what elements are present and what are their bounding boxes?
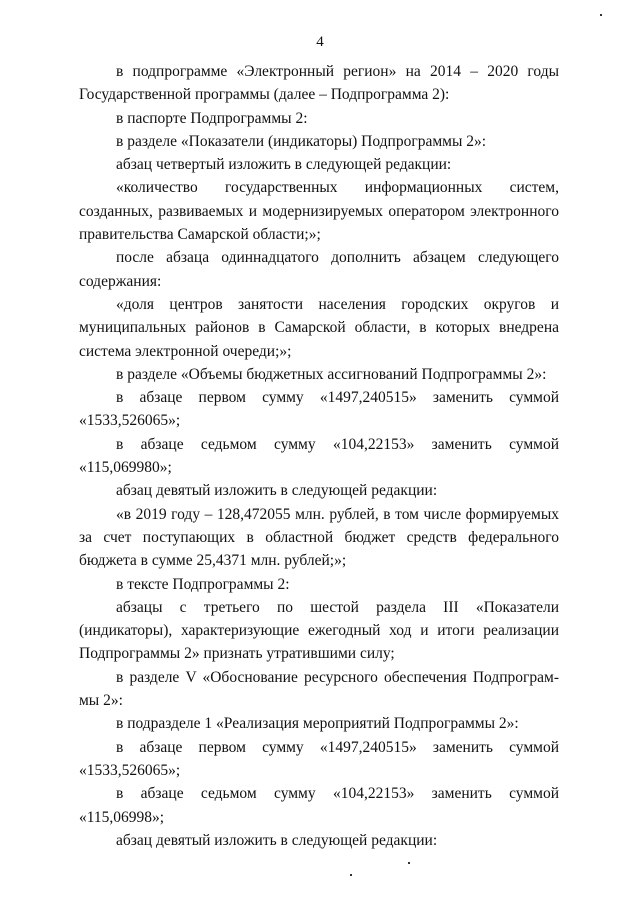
paragraph: в разделе «Объемы бюджетных ассигнований Подпрограммы 2»: [116, 365, 547, 383]
paragraph: после абзаца одиннадцатого дополнить абзацем следующего содержания: [79, 249, 559, 290]
paragraph: «доля центров занятости населения городских округов и муниципальных районов в Самарской области, в которых внедрена система электронной очереди;»; [79, 295, 559, 360]
paragraph: в разделе V «Обоснование ресурсного обеспечения Подпрограммы 2»: [79, 668, 559, 710]
paragraph: в подразделе 1 «Реализация мероприятий Подпрограммы 2»: [116, 715, 519, 733]
paragraph: в паспорте Подпрограммы 2: [116, 109, 308, 127]
paragraph: абзацы с третьего по шестой раздела III «Показатели (индикаторы), характеризующие ежегодный ход и итоги реализации Подпрограммы 2» признать утратившими силу; [79, 598, 559, 663]
scan-speck [408, 862, 410, 864]
scan-speck [350, 874, 352, 876]
paragraph: в тексте Подпрограммы 2: [116, 575, 290, 593]
paragraph: в абзаце первом сумму «1497,240515» заменить суммой «1533,526065»; [79, 738, 559, 779]
document-body [79, 60, 559, 852]
paragraph: «количество государственных информационных систем, созданных, развиваемых и модернизируемых оператором электронного правительства Самарской области;»; [79, 179, 559, 244]
paragraph: абзац девятый изложить в следующей редакции: [116, 482, 438, 500]
paragraph: в абзаце седьмом сумму «104,22153» заменить суммой «115,069980»; [79, 435, 559, 477]
paragraph: в абзаце первом сумму «1497,240515» заменить суммой «1533,526065»; [79, 389, 559, 430]
scan-speck [600, 14, 602, 16]
paragraph: в разделе «Показатели (индикаторы) Подпрограммы 2»: [116, 132, 487, 150]
paragraph: абзац четвертый изложить в следующей редакции: [116, 156, 452, 174]
page-number: 4 [316, 34, 324, 50]
paragraph: «в 2019 году – 128,472055 млн. рублей, в том числе формируемых за счет поступающих в областной бюджет средств федерального бюджета в сумме 25,4371 млн. рублей;»; [79, 505, 559, 570]
paragraph: абзац девятый изложить в следующей редакции: [116, 831, 438, 849]
paragraph: в абзаце седьмом сумму «104,22153» заменить суммой «115,06998»; [79, 785, 559, 826]
paragraph: в подпрограмме «Электронный регион» на 2014 – 2020 годы Государственной программы (далее – Подпрограмма 2): [79, 63, 559, 104]
